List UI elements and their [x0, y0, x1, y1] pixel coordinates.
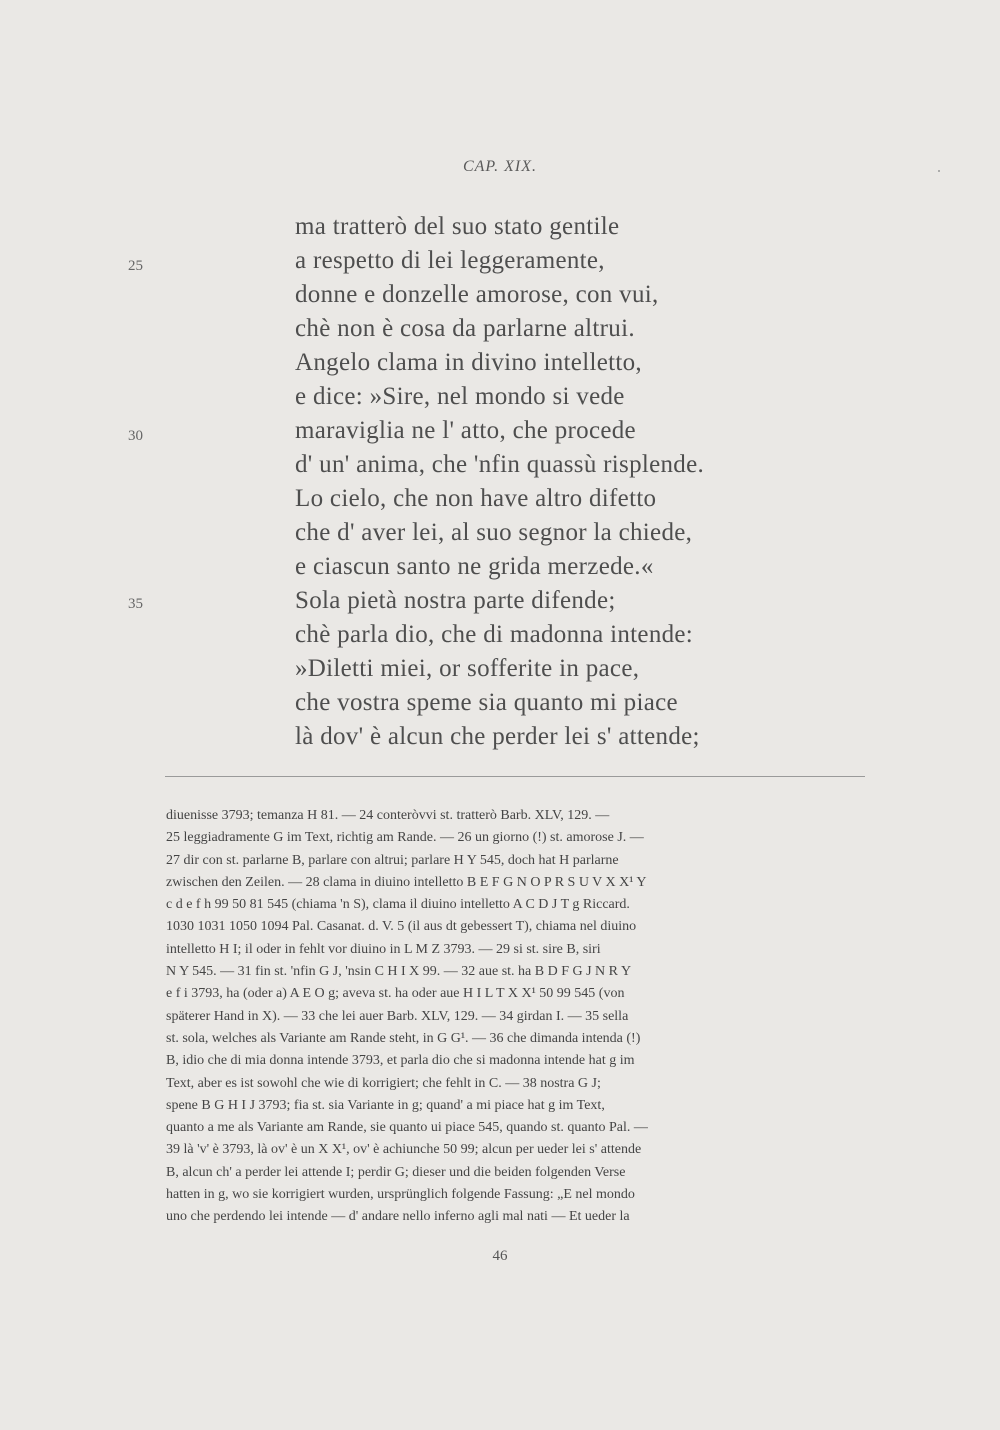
- line-number: 30: [128, 428, 143, 444]
- verse-line: là dov' è alcun che perder lei s' attende;: [295, 723, 700, 750]
- verse-line: chè parla dio, che di madonna intende:: [295, 621, 694, 648]
- footnote-line: Text, aber es ist sowohl che wie di korrigiert; che fehlt in C. — 38 nostra G J;: [166, 1075, 601, 1091]
- footnote-line: B, idio che di mia donna intende 3793, et parla dio che si madonna intende hat g im: [166, 1053, 635, 1069]
- verse-line: e ciascun santo ne grida merzede.«: [295, 553, 654, 580]
- verse-line: Lo cielo, che non have altro difetto: [295, 485, 657, 512]
- footnote-line: 27 dir con st. parlarne B, parlare con altrui; parlare H Y 545, doch hat H parlarne: [166, 852, 619, 868]
- footnote-line: späterer Hand in X). — 33 che lei auer Barb. XLV, 129. — 34 girdan I. — 35 sella: [166, 1008, 629, 1024]
- footnote-line: 39 là 'v' è 3793, là ov' è un X X¹, ov' è achiunche 50 99; alcun per ueder lei s' attende: [166, 1142, 642, 1158]
- verse-line: a respetto di lei leggeramente,: [295, 247, 605, 274]
- footnote-line: B, alcun ch' a perder lei attende I; perdir G; dieser und die beiden folgenden Verse: [166, 1164, 626, 1180]
- verse-line: donne e donzelle amorose, con vui,: [295, 281, 659, 308]
- footnote-divider: [165, 776, 865, 777]
- line-number: 25: [128, 258, 143, 274]
- verse-line: ma tratterò del suo stato gentile: [295, 213, 620, 240]
- verse-line: e dice: »Sire, nel mondo si vede: [295, 383, 625, 410]
- verse-line: Sola pietà nostra parte difende;: [295, 587, 616, 614]
- verse-line: che d' aver lei, al suo segnor la chiede,: [295, 519, 693, 546]
- verse-line: »Diletti miei, or sofferite in pace,: [295, 655, 640, 682]
- footnote-line: spene B G H I J 3793; fia st. sia Variante in g; quand' a mi piace hat g im Text,: [166, 1097, 605, 1113]
- footnote-line: uno che perdendo lei intende — d' andare nello inferno agli mal nati — Et ueder la: [166, 1209, 630, 1225]
- footnote-line: zwischen den Zeilen. — 28 clama in diuino intelletto B E F G N O P R S U V X X¹ Y: [166, 874, 647, 890]
- footnote-line: 25 leggiadramente G im Text, richtig am Rande. — 26 un giorno (!) st. amorose J. —: [166, 830, 644, 846]
- footnotes: [166, 805, 866, 1229]
- verse-line: d' un' anima, che 'nfin quassù risplende.: [295, 451, 705, 478]
- footnote-line: diuenisse 3793; temanza H 81. — 24 conteròvvi st. tratterò Barb. XLV, 129. —: [166, 808, 610, 823]
- chapter-header: CAP. XIX.: [462, 158, 538, 175]
- footnote-line: 1030 1031 1050 1094 Pal. Casanat. d. V. 5 (il aus dt gebessert T), chiama nel diuino: [166, 919, 637, 935]
- footnote-line: e f i 3793, ha (oder a) A E O g; aveva st. ha oder aue H I L T X X¹ 50 99 545 (von: [166, 986, 625, 1002]
- page-number: 46: [492, 1248, 508, 1264]
- footnote-line: N Y 545. — 31 fin st. 'nfin G J, 'nsin C H I X 99. — 32 aue st. ha B D F G J N R Y: [166, 964, 632, 980]
- verse-line: chè non è cosa da parlarne altrui.: [295, 315, 635, 342]
- footnote-line: hatten in g, wo sie korrigiert wurden, ursprünglich folgende Fassung: „E nel mondo: [166, 1187, 635, 1203]
- verse-line: che vostra speme sia quanto mi piace: [295, 689, 678, 716]
- line-number: 35: [128, 596, 143, 612]
- verse-line: Angelo clama in divino intelletto,: [295, 349, 642, 376]
- footnote-line: intelletto H I; il oder in fehlt vor diuino in L M Z 3793. — 29 si st. sire B, siri: [166, 941, 601, 957]
- verse-line: maraviglia ne l' atto, che procede: [295, 417, 636, 444]
- footnote-line: st. sola, welches als Variante am Rande steht, in G G¹. — 36 che dimanda intenda (!): [166, 1030, 641, 1046]
- footnote-line: quanto a me als Variante am Rande, sie quanto ui piace 545, quando st. quanto Pal. —: [166, 1120, 648, 1136]
- footnote-line: c d e f h 99 50 81 545 (chiama 'n S), clama il diuino intelletto A C D J T g Riccard.: [166, 897, 630, 913]
